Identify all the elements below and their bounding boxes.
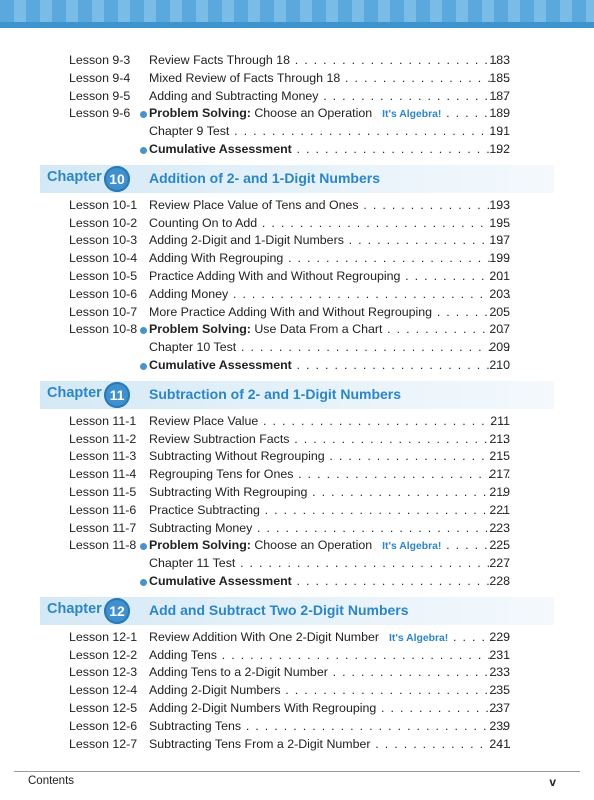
lesson-title[interactable] — [149, 52, 510, 70]
lesson-number: Lesson 10-6 — [69, 286, 138, 301]
toc-row[interactable] — [0, 52, 594, 70]
chapter-label: Chapter — [47, 600, 102, 617]
lesson-number: Lesson 12-7 — [69, 736, 138, 751]
page-number-text: 225 — [489, 538, 510, 553]
toc-row[interactable] — [0, 141, 594, 159]
toc-row[interactable] — [0, 286, 594, 304]
lesson-number: Lesson 11-8 — [69, 538, 137, 553]
toc-row[interactable] — [0, 736, 594, 754]
lesson-number: Lesson 12-6 — [69, 718, 138, 733]
chapter-number-badge: 11 — [104, 382, 130, 408]
toc-row[interactable] — [0, 700, 594, 718]
page-number-text: 223 — [489, 520, 510, 535]
lesson-title[interactable] — [149, 520, 510, 538]
lesson-title[interactable] — [149, 339, 510, 357]
lesson-title-text: Choose an Operation — [254, 106, 373, 121]
lesson-title-text: Regrouping Tens for Ones — [149, 467, 294, 482]
page-number-text: 229 — [489, 629, 510, 644]
its-algebra-tag: It's Algebra! — [382, 109, 442, 121]
page-number-text: 189 — [489, 106, 510, 121]
lesson-title-bold: Cumulative Assessment — [149, 357, 292, 372]
lesson-title-text: Review Subtraction Facts — [149, 431, 290, 446]
footer-page-number: v — [549, 775, 556, 789]
lesson-title[interactable] — [149, 123, 510, 141]
lesson-title-text: More Practice Adding With and Without Regrouping — [149, 304, 433, 319]
lesson-number: Lesson 12-3 — [69, 665, 138, 680]
toc-row[interactable] — [0, 647, 594, 665]
lesson-title-text: Chapter 9 Test — [149, 124, 230, 139]
lesson-title-text: Adding 2-Digit Numbers With Regrouping — [149, 700, 377, 715]
toc-row[interactable] — [0, 123, 594, 141]
toc-row[interactable] — [0, 70, 594, 88]
lesson-number: Lesson 11-5 — [69, 484, 137, 499]
lesson-title[interactable] — [149, 736, 510, 754]
lesson-number: Lesson 11-4 — [69, 467, 137, 482]
lesson-number: Lesson 10-4 — [69, 251, 138, 266]
lesson-number: Lesson 10-2 — [69, 215, 138, 230]
lesson-title[interactable] — [149, 357, 510, 375]
lesson-title-text: Review Place Value of Tens and Ones — [149, 197, 359, 212]
page-number-text: 207 — [489, 322, 510, 337]
lesson-title-text: Subtracting With Regrouping — [149, 484, 308, 499]
toc-row[interactable] — [0, 197, 594, 215]
page-number-text: 219 — [489, 484, 510, 499]
lesson-number: Lesson 10-7 — [69, 304, 138, 319]
lesson-title[interactable] — [149, 700, 510, 718]
lesson-title[interactable] — [149, 286, 510, 304]
bullet-dot-icon — [140, 543, 147, 550]
toc-row[interactable] — [0, 250, 594, 268]
page-number-text: 215 — [489, 449, 510, 464]
page-number-text: 227 — [489, 556, 510, 571]
toc-row[interactable] — [0, 664, 594, 682]
lesson-title-text: Adding Money — [149, 286, 229, 301]
lesson-title[interactable] — [149, 105, 510, 124]
lesson-title[interactable] — [149, 629, 510, 648]
top-decorative-band — [0, 0, 594, 28]
toc-row[interactable] — [0, 268, 594, 286]
lesson-title[interactable] — [149, 268, 510, 286]
page-number-text: 211 — [490, 413, 510, 428]
lesson-title-text: Use Data From a Chart — [254, 322, 383, 337]
toc-row[interactable] — [0, 431, 594, 449]
toc-row[interactable] — [0, 466, 594, 484]
lesson-title-bold: Cumulative Assessment — [149, 141, 292, 156]
lesson-number: Lesson 11-3 — [69, 449, 137, 464]
page-number-text: 193 — [489, 197, 510, 212]
lesson-title-text: Chapter 10 Test — [149, 340, 237, 355]
lesson-title[interactable] — [149, 484, 510, 502]
lesson-title-bold: Cumulative Assessment — [149, 573, 292, 588]
chapter-heading-12 — [0, 597, 594, 625]
page-number-text: 197 — [489, 233, 510, 248]
bullet-dot-icon — [140, 327, 147, 334]
page-number-text: 187 — [489, 88, 510, 103]
lesson-number: Lesson 11-6 — [69, 502, 137, 517]
lesson-title[interactable] — [149, 448, 510, 466]
page-number-text: 201 — [489, 268, 510, 283]
page-number-text: 192 — [489, 141, 510, 156]
lesson-title-text: Practice Subtracting — [149, 502, 260, 517]
lesson-number: Lesson 11-1 — [69, 413, 137, 428]
toc-row[interactable] — [0, 215, 594, 233]
toc-row[interactable] — [0, 321, 594, 339]
lesson-title[interactable] — [149, 502, 510, 520]
lesson-title-text: Subtracting Money — [149, 520, 253, 535]
chapter-list — [0, 165, 594, 754]
lesson-title-bold: Problem Solving: — [149, 322, 251, 337]
chapter-number-badge: 12 — [104, 598, 130, 624]
toc-row[interactable] — [0, 413, 594, 431]
table-of-contents — [0, 52, 594, 753]
page-number-text: 183 — [489, 53, 510, 67]
lesson-title[interactable] — [149, 215, 510, 233]
lesson-title-text: Mixed Review of Facts Through 18 — [149, 70, 341, 85]
chapter-9-continued-rows — [0, 52, 594, 159]
lesson-title-text: Adding Tens to a 2-Digit Number — [149, 665, 328, 680]
lesson-title-bold: Problem Solving: — [149, 538, 251, 553]
toc-row[interactable] — [0, 304, 594, 322]
lesson-title-text: Adding With Regrouping — [149, 251, 284, 266]
chapter-label: Chapter — [47, 384, 102, 401]
lesson-number: Lesson 9-5 — [69, 88, 131, 103]
lesson-number: Lesson 12-4 — [69, 683, 138, 698]
page-number-text: 241 — [489, 736, 510, 751]
lesson-title[interactable] — [149, 682, 510, 700]
bullet-dot-icon — [140, 147, 147, 154]
page-number-text: 221 — [489, 502, 510, 517]
lesson-title[interactable] — [149, 647, 510, 665]
lesson-title-bold: Problem Solving: — [149, 106, 251, 121]
toc-row[interactable] — [0, 682, 594, 700]
lesson-title[interactable] — [149, 232, 510, 250]
page-number-text: 237 — [489, 700, 510, 715]
page-number-text: 228 — [489, 573, 510, 588]
lesson-title[interactable] — [149, 718, 510, 736]
page-number-text: 210 — [489, 357, 510, 372]
lesson-title-text: Subtracting Tens From a 2-Digit Number — [149, 736, 371, 751]
chapter-label: Chapter — [47, 168, 102, 185]
chapter-heading-11 — [0, 381, 594, 409]
lesson-title-text: Chapter 11 Test — [149, 556, 236, 571]
lesson-title[interactable] — [149, 70, 510, 88]
lesson-number: Lesson 11-2 — [69, 431, 137, 446]
toc-row[interactable] — [0, 105, 594, 123]
lesson-title[interactable] — [149, 664, 510, 682]
lesson-title[interactable] — [149, 197, 510, 215]
bullet-dot-icon — [140, 111, 147, 118]
toc-row[interactable] — [0, 629, 594, 647]
lesson-title[interactable] — [149, 466, 510, 484]
lesson-title-text: Review Addition With One 2-Digit Number — [149, 629, 380, 644]
page-number-text: 185 — [489, 70, 510, 85]
chapter-title[interactable]: Subtraction of 2- and 1-Digit Numbers — [149, 385, 402, 402]
page-number-text: 233 — [489, 665, 510, 680]
page-number-text: 213 — [489, 431, 510, 446]
page-number-text: 231 — [489, 647, 510, 662]
page-number-text: 191 — [489, 124, 510, 139]
lesson-number: Lesson 11-7 — [69, 520, 137, 535]
chapter-title[interactable]: Add and Subtract Two 2-Digit Numbers — [149, 601, 409, 618]
lesson-title[interactable] — [149, 88, 510, 106]
toc-row[interactable] — [0, 502, 594, 520]
footer-label: Contents — [28, 775, 75, 787]
footer-divider — [14, 771, 580, 772]
its-algebra-tag: It's Algebra! — [389, 632, 449, 644]
lesson-title[interactable] — [149, 250, 510, 268]
toc-row[interactable] — [0, 555, 594, 573]
its-algebra-tag: It's Algebra! — [382, 541, 442, 553]
lesson-title[interactable] — [149, 537, 510, 556]
lesson-title-text: Adding and Subtracting Money — [149, 88, 319, 103]
lesson-title-text: Counting On to Add — [149, 215, 258, 230]
lesson-number: Lesson 12-5 — [69, 700, 138, 715]
toc-row[interactable] — [0, 484, 594, 502]
toc-row[interactable] — [0, 339, 594, 357]
lesson-title-text: Review Facts Through 18 — [149, 53, 290, 67]
chapter-number-badge: 10 — [104, 166, 130, 192]
page-number-text: 205 — [489, 304, 510, 319]
page-number-text: 209 — [489, 340, 510, 355]
lesson-number: Lesson 9-6 — [69, 106, 131, 121]
lesson-title[interactable] — [149, 304, 510, 322]
page-number-text: 203 — [489, 286, 510, 301]
lesson-title-text: Adding Tens — [149, 647, 217, 662]
page-number-text: 239 — [489, 718, 510, 733]
lesson-title-text: Practice Adding With and Without Regrouping — [149, 268, 401, 283]
toc-row[interactable] — [0, 520, 594, 538]
lesson-number: Lesson 12-1 — [69, 629, 138, 644]
page-number-text: 217 — [489, 467, 510, 482]
chapter-title[interactable]: Addition of 2- and 1-Digit Numbers — [149, 169, 380, 186]
toc-row[interactable] — [0, 573, 594, 591]
lesson-number: Lesson 10-3 — [69, 233, 138, 248]
lesson-title-text: Subtracting Tens — [149, 718, 242, 733]
toc-row[interactable] — [0, 357, 594, 375]
toc-row[interactable] — [0, 448, 594, 466]
page-number-text: 195 — [489, 215, 510, 230]
lesson-number: Lesson 9-4 — [69, 70, 131, 85]
lesson-number: Lesson 10-5 — [69, 268, 138, 283]
lesson-title[interactable] — [149, 141, 510, 159]
lesson-number: Lesson 9-3 — [69, 53, 131, 67]
page-number-text: 235 — [489, 683, 510, 698]
lesson-title-text: Adding 2-Digit Numbers — [149, 683, 281, 698]
lesson-title-text: Review Place Value — [149, 413, 259, 428]
lesson-title[interactable] — [149, 573, 510, 591]
lesson-title-text: Adding 2-Digit and 1-Digit Numbers — [149, 233, 344, 248]
toc-row[interactable] — [0, 88, 594, 106]
bullet-dot-icon — [140, 363, 147, 370]
chapter-heading-10 — [0, 165, 594, 193]
lesson-number: Lesson 10-8 — [69, 322, 138, 337]
lesson-title[interactable] — [149, 555, 510, 573]
toc-row[interactable] — [0, 232, 594, 250]
lesson-number: Lesson 10-1 — [69, 197, 138, 212]
lesson-title[interactable] — [149, 431, 510, 449]
page-number-text: 199 — [489, 251, 510, 266]
lesson-number: Lesson 12-2 — [69, 647, 138, 662]
lesson-title[interactable] — [149, 413, 510, 431]
lesson-title-text: Choose an Operation — [254, 538, 373, 553]
toc-row[interactable] — [0, 718, 594, 736]
toc-row[interactable] — [0, 537, 594, 555]
lesson-title-text: Subtracting Without Regrouping — [149, 449, 325, 464]
lesson-title[interactable] — [149, 321, 510, 339]
bullet-dot-icon — [140, 579, 147, 586]
